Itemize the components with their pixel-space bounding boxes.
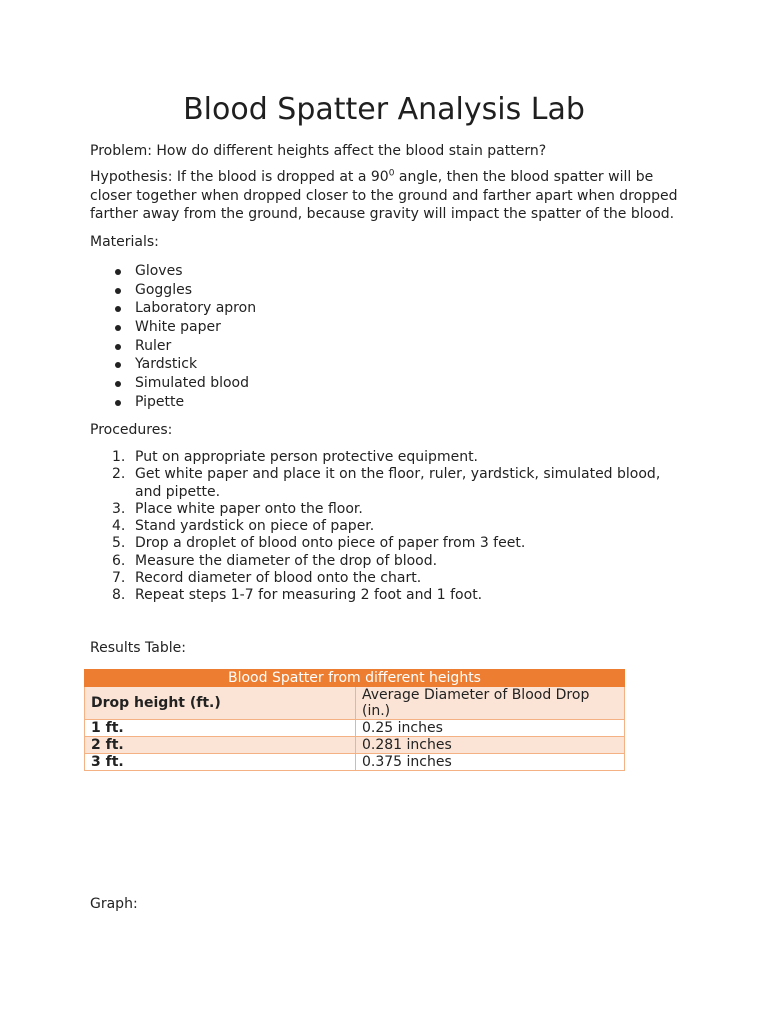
procedure-step: [90, 535, 680, 552]
procedure-step: [90, 587, 680, 604]
table-row: [85, 737, 625, 754]
table-caption-row: [85, 670, 625, 687]
bullet-icon: [115, 288, 121, 294]
step-number: 4.: [112, 518, 126, 535]
list-item: [90, 374, 256, 393]
bullet-icon: [115, 325, 121, 331]
column-header-drop-height: Drop height (ft.): [85, 687, 356, 720]
list-item: [90, 299, 256, 318]
list-item: [90, 355, 256, 374]
table-header-row: [85, 687, 625, 720]
bullet-icon: [115, 400, 121, 406]
step-text: Put on appropriate person protective equipment.: [135, 449, 479, 465]
procedure-step: [90, 501, 680, 518]
bullet-icon: [115, 306, 121, 312]
material-label: Gloves: [135, 263, 183, 279]
materials-list: [90, 262, 256, 412]
procedure-step: [90, 449, 680, 466]
step-number: 6.: [112, 552, 126, 569]
table-cell-height: 1 ft.: [85, 720, 356, 737]
list-item: [90, 393, 256, 412]
step-text: Repeat steps 1-7 for measuring 2 foot and 1 foot.: [135, 587, 483, 604]
step-text: Get white paper and place it on the floor, ruler, yardstick, simulated blood, and pipette.: [135, 466, 661, 500]
bullet-icon: [115, 344, 121, 350]
problem-statement: Problem: How do different heights affect the blood stain pattern?: [90, 143, 547, 159]
step-number: 5.: [112, 535, 126, 552]
material-label: Laboratory apron: [135, 300, 257, 317]
table-cell-diameter: 0.281 inches: [356, 737, 625, 754]
graph-heading: Graph:: [90, 896, 138, 912]
table-cell-height: 3 ft.: [85, 754, 356, 771]
table-caption: Blood Spatter from different heights: [85, 670, 625, 687]
page-title: Blood Spatter Analysis Lab: [183, 92, 585, 127]
step-number: 8.: [112, 587, 126, 604]
step-text: Place white paper onto the floor.: [135, 500, 363, 517]
table-row: [85, 754, 625, 771]
step-text: Stand yardstick on piece of paper.: [135, 518, 375, 535]
list-item: [90, 337, 256, 356]
procedures-list: [90, 449, 680, 605]
list-item: [90, 262, 256, 281]
table-row: [85, 720, 625, 737]
step-number: 2.: [112, 466, 126, 483]
table-cell-height: 2 ft.: [85, 737, 356, 754]
material-label: Ruler: [135, 337, 172, 354]
degree-superscript: 0: [388, 168, 395, 179]
material-label: White paper: [135, 319, 221, 336]
hypothesis-statement: [90, 168, 680, 224]
materials-heading: Materials:: [90, 234, 159, 250]
step-text: Record diameter of blood onto the chart.: [135, 570, 422, 587]
bullet-icon: [115, 269, 121, 275]
bullet-icon: [115, 362, 121, 368]
procedures-heading: Procedures:: [90, 422, 173, 438]
procedure-step: [90, 518, 680, 535]
hypothesis-text-start: Hypothesis: If the blood is dropped at a 90: [90, 169, 389, 185]
step-text: Measure the diameter of the drop of blood.: [135, 552, 438, 569]
table-cell-diameter: 0.25 inches: [356, 720, 625, 737]
column-header-average-diameter: Average Diameter of Blood Drop (in.): [356, 687, 625, 720]
procedure-step: [90, 466, 680, 501]
step-number: 1.: [112, 449, 126, 465]
list-item: [90, 281, 256, 300]
list-item: [90, 318, 256, 337]
step-number: 3.: [112, 500, 126, 517]
results-table: [84, 669, 625, 771]
results-heading: Results Table:: [90, 640, 186, 656]
step-number: 7.: [112, 570, 126, 587]
step-text: Drop a droplet of blood onto piece of paper from 3 feet.: [135, 535, 526, 552]
table-cell-diameter: 0.375 inches: [356, 754, 625, 771]
procedure-step: [90, 553, 680, 570]
bullet-icon: [115, 381, 121, 387]
hypothesis-text-end: angle, then the blood spatter will be closer together when dropped closer to the ground and farther apart when dropped farther away from the ground, because gravity will impact the spatter of the blood.: [90, 169, 678, 222]
material-label: Yardstick: [135, 356, 198, 373]
material-label: Goggles: [135, 281, 192, 298]
material-label: Simulated blood: [135, 375, 249, 392]
procedure-step: [90, 570, 680, 587]
material-label: Pipette: [135, 393, 185, 410]
